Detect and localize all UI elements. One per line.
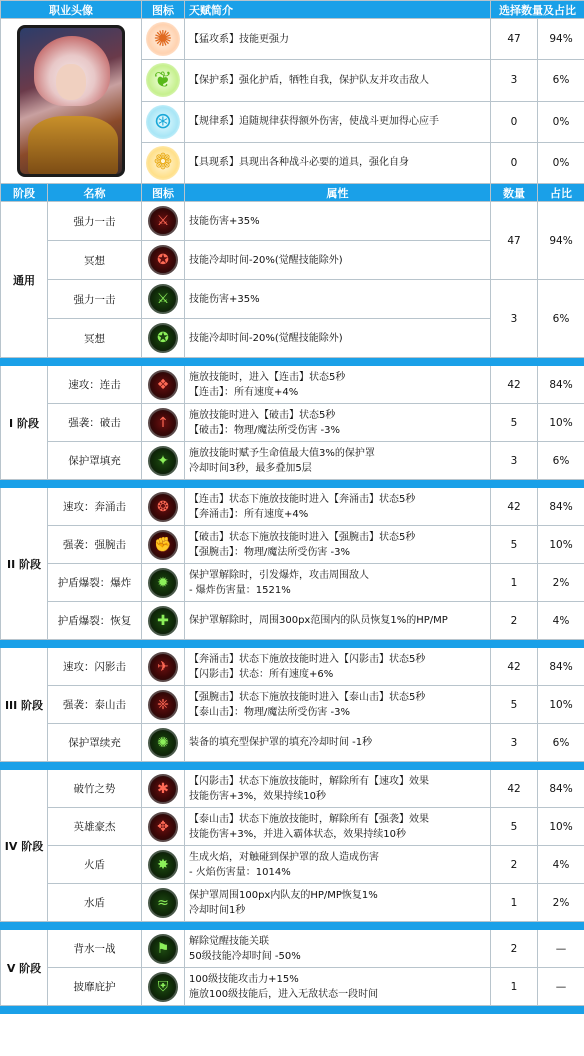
section-separator [1, 358, 584, 366]
talent-pct: 0% [538, 101, 584, 142]
fury-talent-icon: ✺ [146, 22, 180, 56]
skill-icon: ✥ [148, 812, 178, 842]
count-header: 选择数量及占比 [491, 1, 584, 19]
skill-pct: 84% [538, 488, 584, 526]
skill-pct: 2% [538, 884, 584, 922]
skill-attr: 【破击】：物理/魔法所受伤害 -3% [189, 424, 341, 436]
pct-header: 占比 [538, 184, 584, 202]
skill-attr: 保护罩周围100px内队友的HP/MP恢复1% [189, 889, 378, 901]
skill-attr: 冷却时间1秒 [189, 904, 246, 916]
skill-pct: 10% [538, 404, 584, 442]
skill-attr: 技能冷却时间-20%(觉醒技能除外) [189, 332, 343, 344]
skill-name: 速攻：奔涌击 [48, 488, 142, 526]
skill-name: 强力一击 [48, 280, 142, 319]
section-separator [1, 922, 584, 930]
skill-attr: 【闪影击】状态下施放技能时，解除所有【速攻】效果 [189, 775, 429, 787]
skill-attr: 保护罩解除时，周围300px范围内的队员恢复1%的HP/MP [189, 615, 448, 626]
talent-desc: 【具现系】具现出各种战斗必要的道具，强化自身 [185, 142, 491, 183]
skill-attr: 【奔涌击】状态下施放技能时进入【闪影击】状态5秒 [189, 653, 426, 665]
skill-icon: ✚ [148, 606, 178, 636]
skill-row [1, 724, 584, 762]
skill-row [1, 366, 584, 404]
skill-row [1, 648, 584, 686]
skill-name: 强袭：泰山击 [48, 686, 142, 724]
skill-attr: 生成火焰，对触碰到保护罩的敌人造成伤害 [189, 851, 379, 863]
stage-header: 阶段 [1, 184, 48, 202]
skill-icon: ✺ [148, 728, 178, 758]
skill-attr: 【泰山击】状态下施放技能时，解除所有【强袭】效果 [189, 813, 429, 825]
skill-pct: 4% [538, 846, 584, 884]
skill-icon: ↑ [148, 408, 178, 438]
skill-count: 2 [491, 930, 538, 968]
skill-pct: 84% [538, 366, 584, 404]
skill-pct: — [538, 930, 584, 968]
skill-attr: 【强腕击】：物理/魔法所受伤害 -3% [189, 546, 351, 558]
skill-icon: ✦ [148, 446, 178, 476]
skill-pct: — [538, 968, 584, 1006]
talent-row [1, 19, 584, 60]
skill-icon: ✊ [148, 530, 178, 560]
skill-icon: ⚔ [148, 284, 178, 314]
skill-row [1, 846, 584, 884]
skill-icon: ⛨ [148, 972, 178, 1002]
skill-header-row [1, 184, 584, 202]
skill-icon: ✪ [148, 245, 178, 275]
skill-pct: 84% [538, 648, 584, 686]
skill-pct: 6% [538, 442, 584, 480]
skill-attr: 技能伤害+35% [189, 293, 260, 305]
skill-attr: 冷却时间3秒，最多叠加5层 [189, 462, 312, 474]
skill-row [1, 488, 584, 526]
skill-count: 1 [491, 564, 538, 602]
skill-row [1, 808, 584, 846]
skill-count: 1 [491, 968, 538, 1006]
skill-attr: 装备的填充型保护罩的填充冷却时间 -1秒 [189, 737, 373, 748]
skill-count: 5 [491, 404, 538, 442]
skill-pct: 4% [538, 602, 584, 640]
skill-name: 强力一击 [48, 202, 142, 241]
skill-icon: ✸ [148, 850, 178, 880]
skill-pct: 6% [538, 724, 584, 762]
skill-attr: 【泰山击】：物理/魔法所受伤害 -3% [189, 706, 351, 718]
skill-count: 42 [491, 770, 538, 808]
talent-count: 0 [491, 101, 538, 142]
skill-name: 护盾爆裂：恢复 [48, 602, 142, 640]
talent-pct: 0% [538, 142, 584, 183]
skill-icon: ❂ [148, 492, 178, 522]
talent-header-row [1, 1, 584, 19]
skill-attr: 【闪影击】状态：所有速度+6% [189, 668, 334, 680]
skill-name: 水盾 [48, 884, 142, 922]
skill-icon: ✪ [148, 323, 178, 353]
skill-icon: ⚑ [148, 934, 178, 964]
talent-count: 3 [491, 60, 538, 101]
stage-label: III 阶段 [1, 648, 48, 762]
skill-count: 42 [491, 648, 538, 686]
portrait-cell [1, 19, 142, 184]
skill-row [1, 404, 584, 442]
count-header: 数量 [491, 184, 538, 202]
skill-attr: 施放技能时赋予生命值最大值3%的保护罩 [189, 447, 375, 459]
skill-row [1, 770, 584, 808]
skill-pct: 10% [538, 808, 584, 846]
skill-attr: 100级技能攻击力+15% [189, 973, 299, 985]
skill-pct: 10% [538, 686, 584, 724]
skill-name: 英雄豪杰 [48, 808, 142, 846]
manifest-talent-icon: ❁ [146, 146, 180, 180]
skill-count: 3 [491, 280, 538, 358]
skill-name: 火盾 [48, 846, 142, 884]
skill-count: 42 [491, 488, 538, 526]
skill-count: 5 [491, 808, 538, 846]
skill-attr: 技能伤害+3%，效果持续10秒 [189, 790, 326, 802]
portrait-header: 职业头像 [1, 1, 142, 19]
skill-pct: 10% [538, 526, 584, 564]
skill-attr: 【奔涌击】：所有速度+4% [189, 508, 309, 520]
skill-pct: 2% [538, 564, 584, 602]
skill-icon: ⚔ [148, 206, 178, 236]
skill-row [1, 526, 584, 564]
skill-count: 3 [491, 442, 538, 480]
skill-attr: 保护罩解除时，引发爆炸，攻击周围敌人 [189, 569, 369, 581]
icon-header: 图标 [142, 184, 185, 202]
skill-count: 5 [491, 526, 538, 564]
skill-row [1, 968, 584, 1006]
skill-pct: 94% [538, 202, 584, 280]
icon-header: 图标 [142, 1, 185, 19]
skill-name: 保护罩续充 [48, 724, 142, 762]
name-header: 名称 [48, 184, 142, 202]
section-separator [1, 1006, 584, 1014]
skill-row [1, 686, 584, 724]
skill-attr: - 爆炸伤害量：1521% [189, 584, 291, 596]
talent-header: 天赋简介 [185, 1, 491, 19]
skill-attr: 【连击】：所有速度+4% [189, 386, 299, 398]
skill-row [1, 564, 584, 602]
law-talent-icon: ⊛ [146, 105, 180, 139]
skill-attr: 施放技能时，进入【连击】状态5秒 [189, 371, 346, 383]
skill-attr: 施放100级技能后，进入无敌状态一段时间 [189, 988, 379, 1000]
section-separator [1, 640, 584, 648]
skill-name: 破竹之势 [48, 770, 142, 808]
stage-label: 通用 [1, 202, 48, 358]
skill-name: 护盾爆裂：爆炸 [48, 564, 142, 602]
skill-icon: ✈ [148, 652, 178, 682]
section-separator [1, 480, 584, 488]
skill-count: 1 [491, 884, 538, 922]
skill-count: 47 [491, 202, 538, 280]
skill-name: 冥想 [48, 241, 142, 280]
stage-label: I 阶段 [1, 366, 48, 480]
skill-row [1, 884, 584, 922]
skill-attr: 【连击】状态下施放技能时进入【奔涌击】状态5秒 [189, 493, 416, 505]
skill-name: 强袭：强腕击 [48, 526, 142, 564]
skill-attr: 技能冷却时间-20%(觉醒技能除外) [189, 254, 343, 266]
skill-count: 2 [491, 602, 538, 640]
talent-count: 47 [491, 19, 538, 60]
talent-desc: 【猛攻系】技能更强力 [185, 19, 491, 60]
guard-talent-icon: ❦ [146, 63, 180, 97]
skill-attr: 解除觉醒技能关联 [189, 935, 269, 947]
stage-label: IV 阶段 [1, 770, 48, 922]
skill-attr: 施放技能时进入【破击】状态5秒 [189, 409, 336, 421]
skill-icon: ✱ [148, 774, 178, 804]
skill-name: 速攻：闪影击 [48, 648, 142, 686]
skill-name: 背水一战 [48, 930, 142, 968]
skill-attr: 50级技能冷却时间 -50% [189, 950, 301, 962]
skill-name: 强袭：破击 [48, 404, 142, 442]
talent-pct: 94% [538, 19, 584, 60]
talent-desc: 【规律系】追随规律获得额外伤害，使战斗更加得心应手 [185, 101, 491, 142]
section-separator [1, 762, 584, 770]
skill-name: 保护罩填充 [48, 442, 142, 480]
stage-label: V 阶段 [1, 930, 48, 1006]
skill-count: 42 [491, 366, 538, 404]
skill-pct: 6% [538, 280, 584, 358]
skill-count: 2 [491, 846, 538, 884]
skill-icon: ❈ [148, 690, 178, 720]
skill-row [1, 442, 584, 480]
skill-attr: 技能伤害+3%，并进入霸体状态，效果持续10秒 [189, 828, 406, 840]
skill-attr: 【破击】状态下施放技能时进入【强腕击】状态5秒 [189, 531, 416, 543]
skill-row [1, 280, 584, 319]
skill-icon: ≈ [148, 888, 178, 918]
skill-attr: 技能伤害+35% [189, 215, 260, 227]
skill-count: 5 [491, 686, 538, 724]
skill-pct: 84% [538, 770, 584, 808]
class-portrait-image [17, 25, 125, 177]
talent-count: 0 [491, 142, 538, 183]
skill-attr: - 火焰伤害量：1014% [189, 866, 291, 878]
skill-name: 速攻：连击 [48, 366, 142, 404]
skill-icon: ❖ [148, 370, 178, 400]
skill-name: 披靡庇护 [48, 968, 142, 1006]
skill-row [1, 930, 584, 968]
stage-label: II 阶段 [1, 488, 48, 640]
talent-desc: 【保护系】强化护盾，牺牲自我，保护队友并攻击敌人 [185, 60, 491, 101]
skill-row [1, 602, 584, 640]
skill-attr: 【强腕击】状态下施放技能时进入【泰山击】状态5秒 [189, 691, 426, 703]
skill-icon: ✹ [148, 568, 178, 598]
skill-count: 3 [491, 724, 538, 762]
skill-row [1, 202, 584, 241]
attr-header: 属性 [185, 184, 491, 202]
talent-pct: 6% [538, 60, 584, 101]
skill-name: 冥想 [48, 319, 142, 358]
